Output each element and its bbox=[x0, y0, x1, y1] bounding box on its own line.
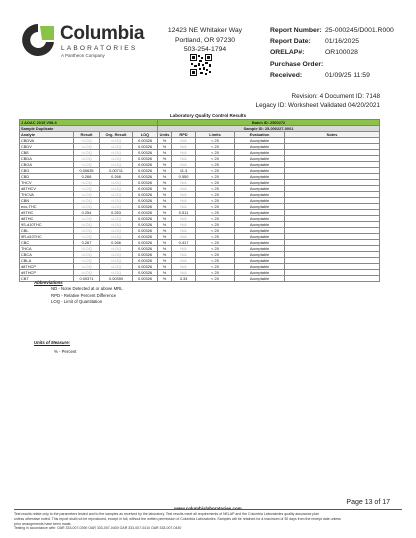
table-cell: Acceptable bbox=[235, 198, 285, 204]
table-cell: < 20 bbox=[196, 198, 235, 204]
table-cell: % bbox=[158, 210, 172, 216]
table-cell: 0.00359 bbox=[100, 276, 133, 282]
table-cell: < 20 bbox=[196, 270, 235, 276]
table-cell: 0.00326 bbox=[133, 162, 158, 168]
table-cell: 0.00326 bbox=[133, 198, 158, 204]
table-cell: < 20 bbox=[196, 186, 235, 192]
table-cell: 0.00326 bbox=[133, 252, 158, 258]
table-cell: < 20 bbox=[196, 162, 235, 168]
table-cell: N/A bbox=[172, 204, 196, 210]
table-cell: 0.00326 bbox=[133, 204, 158, 210]
table-cell: < 20 bbox=[196, 264, 235, 270]
table-cell: <LOQ bbox=[100, 222, 133, 228]
table-cell: Acceptable bbox=[235, 162, 285, 168]
table-cell: <LOQ bbox=[74, 138, 100, 144]
footer-divider bbox=[14, 509, 402, 510]
table-cell: N/A bbox=[172, 228, 196, 234]
revision-line-1: Revision: 4 Document ID: 7148 bbox=[291, 93, 380, 100]
table-cell: % bbox=[158, 234, 172, 240]
abbreviations-heading: Abbreviations bbox=[34, 280, 63, 285]
page-number: Page 13 of 17 bbox=[346, 499, 390, 506]
table-cell: <LOQ bbox=[100, 198, 133, 204]
report-number-row bbox=[270, 25, 394, 36]
disclaimer bbox=[14, 512, 406, 531]
table-cell: N/A bbox=[172, 270, 196, 276]
table-cell: 0.00326 bbox=[133, 168, 158, 174]
table-cell: 9R-d10THC bbox=[20, 234, 74, 240]
table-cell: 0.00326 bbox=[133, 180, 158, 186]
table-cell: Acceptable bbox=[235, 150, 285, 156]
table-cell: <LOQ bbox=[74, 144, 100, 150]
table-cell: 0.00326 bbox=[133, 174, 158, 180]
table-cell: % bbox=[158, 216, 172, 222]
table-cell: % bbox=[158, 186, 172, 192]
table-cell: % bbox=[158, 168, 172, 174]
table-cell: <LOQ bbox=[74, 156, 100, 162]
table-cell: % bbox=[158, 204, 172, 210]
qc-title: Laboratory Quality Control Results bbox=[169, 113, 247, 118]
table-cell: Acceptable bbox=[235, 270, 285, 276]
method-name: J AOAC 2015 V98-6 bbox=[20, 120, 158, 126]
table-cell: < 20 bbox=[196, 234, 235, 240]
table-cell: <LOQ bbox=[74, 228, 100, 234]
table-cell: < 20 bbox=[196, 240, 235, 246]
table-cell: <LOQ bbox=[100, 270, 133, 276]
table-cell: N/A bbox=[172, 138, 196, 144]
received-value: 01/09/25 11:59 bbox=[325, 71, 370, 79]
table-cell: < 20 bbox=[196, 144, 235, 150]
table-cell: <LOQ bbox=[100, 156, 133, 162]
abbreviations-section bbox=[35, 280, 123, 305]
report-number-value: 25-000245/D001.R000 bbox=[325, 27, 394, 34]
abbreviation-item: LOQ - Limit of Quantitation bbox=[51, 298, 103, 304]
disclaimer-line-1: Test results relate only to the parameters tested and to the samples as received by the laboratory. Test results meet all requirements of NELAP and the Columbia Laboratories quality assurance plan bbox=[14, 512, 320, 516]
orelap-row bbox=[270, 47, 394, 58]
table-cell: 0.00326 bbox=[133, 192, 158, 198]
table-cell: 0.00326 bbox=[133, 156, 158, 162]
table-cell: THCV bbox=[20, 180, 74, 186]
column-header: Evaluation bbox=[235, 132, 285, 138]
table-cell: <LOQ bbox=[74, 216, 100, 222]
table-cell: N/A bbox=[172, 186, 196, 192]
revision-line-2: Legacy ID: Worksheet Validated 04/20/2021 bbox=[255, 102, 380, 109]
table-cell: % bbox=[158, 180, 172, 186]
table-cell: Acceptable bbox=[235, 222, 285, 228]
table-cell: 0.00326 bbox=[133, 144, 158, 150]
table-cell: N/A bbox=[172, 192, 196, 198]
table-cell: 0.00326 bbox=[133, 150, 158, 156]
table-cell: N/A bbox=[172, 144, 196, 150]
table-cell: N/A bbox=[172, 156, 196, 162]
table-cell: 0.253 bbox=[100, 210, 133, 216]
orelap-value: OR100028 bbox=[325, 49, 358, 57]
table-cell: <LOQ bbox=[100, 186, 133, 192]
table-cell: Acceptable bbox=[235, 240, 285, 246]
table-cell: <LOQ bbox=[74, 150, 100, 156]
table-cell: % bbox=[158, 138, 172, 144]
table-cell: d9THC bbox=[20, 210, 74, 216]
table-cell: CBCA bbox=[20, 252, 74, 258]
table-cell: Acceptable bbox=[235, 180, 285, 186]
table-cell: <LOQ bbox=[100, 264, 133, 270]
table-cell: N/A bbox=[172, 162, 196, 168]
orelap-label: ORELAP#: bbox=[270, 49, 305, 57]
table-cell: <LOQ bbox=[100, 228, 133, 234]
table-cell: < 20 bbox=[196, 204, 235, 210]
column-header: Result bbox=[74, 132, 100, 138]
table-cell: <LOQ bbox=[100, 216, 133, 222]
table-cell: 0.268 bbox=[74, 174, 100, 180]
table-cell: Acceptable bbox=[235, 258, 285, 264]
table-cell: % bbox=[158, 240, 172, 246]
disclaimer-line-2: unless otherwise noted. This report shall not be reproduced, except in full, without the written permission of Columbia Laboratories. Samples will be retained for a maximum of 30 days from the receipt date unless bbox=[14, 516, 341, 521]
table-cell: Acceptable bbox=[235, 192, 285, 198]
table-cell: < 20 bbox=[196, 276, 235, 282]
table-cell: 11.3 bbox=[172, 168, 196, 174]
table-cell: <LOQ bbox=[74, 198, 100, 204]
table-cell: < 20 bbox=[196, 168, 235, 174]
table-cell: 0.00326 bbox=[133, 246, 158, 252]
table-cell: 0.00326 bbox=[133, 186, 158, 192]
table-cell: Acceptable bbox=[235, 216, 285, 222]
received-label: Received: bbox=[270, 71, 303, 79]
phone-number: 503-254-1794 bbox=[183, 46, 227, 53]
sample-type: Sample Duplicate bbox=[20, 126, 158, 132]
lab-address bbox=[140, 26, 270, 55]
table-cell: Acceptable bbox=[235, 252, 285, 258]
table-cell: d8THC bbox=[20, 216, 74, 222]
table-cell: 0.266 bbox=[100, 174, 133, 180]
table-cell: < 20 bbox=[196, 138, 235, 144]
table-cell: <LOQ bbox=[100, 258, 133, 264]
table-cell: % bbox=[158, 246, 172, 252]
table-cell: < 20 bbox=[196, 210, 235, 216]
table-cell: N/A bbox=[172, 234, 196, 240]
table-cell: Acceptable bbox=[235, 204, 285, 210]
table-cell: % bbox=[158, 150, 172, 156]
table-cell: Acceptable bbox=[235, 138, 285, 144]
units-heading: Units of Measure: bbox=[34, 340, 71, 345]
table-cell: < 20 bbox=[196, 252, 235, 258]
table-cell: N/A bbox=[172, 264, 196, 270]
table-cell: <LOQ bbox=[74, 246, 100, 252]
column-header: RPD bbox=[172, 132, 196, 138]
table-cell: CBN bbox=[20, 198, 74, 204]
table-cell: % bbox=[158, 276, 172, 282]
table-cell: 0.266 bbox=[100, 240, 133, 246]
table-cell: < 20 bbox=[196, 246, 235, 252]
address-line-2: Portland, OR 97230 bbox=[174, 36, 236, 44]
table-cell: <LOQ bbox=[74, 180, 100, 186]
unit-item: % - Percent bbox=[54, 349, 77, 355]
table-cell: d8THCP bbox=[20, 264, 74, 270]
qr-code-icon bbox=[190, 54, 212, 76]
table-cell: <LOQ bbox=[100, 204, 133, 210]
table-cell: <LOQ bbox=[74, 234, 100, 240]
table-cell: <LOQ bbox=[100, 162, 133, 168]
columbia-logo-mark-icon bbox=[20, 22, 56, 60]
table-cell: Acceptable bbox=[235, 144, 285, 150]
table-cell: 0.00326 bbox=[133, 222, 158, 228]
table-cell: N/A bbox=[172, 258, 196, 264]
table-cell: THCVA bbox=[20, 192, 74, 198]
table-cell: < 20 bbox=[196, 156, 235, 162]
column-header: LOQ bbox=[133, 132, 158, 138]
table-cell: CBE bbox=[20, 150, 74, 156]
table-cell: 0.00326 bbox=[133, 138, 158, 144]
table-cell: CBL bbox=[20, 228, 74, 234]
batch-id: Batch ID: 2500272 bbox=[158, 120, 380, 126]
table-cell: <LOQ bbox=[74, 186, 100, 192]
table-cell: CBD bbox=[20, 174, 74, 180]
table-cell: % bbox=[158, 156, 172, 162]
table-cell: <LOQ bbox=[74, 162, 100, 168]
table-cell: CBLA bbox=[20, 258, 74, 264]
table-cell: CBC bbox=[20, 240, 74, 246]
abbreviation-item: RPD - Relative Percent Difference bbox=[51, 292, 117, 298]
report-date-row bbox=[270, 36, 394, 47]
table-cell: <LOQ bbox=[100, 150, 133, 156]
table-cell: < 20 bbox=[196, 258, 235, 264]
table-cell: Acceptable bbox=[235, 174, 285, 180]
units-section bbox=[34, 340, 76, 356]
table-cell: THCA bbox=[20, 246, 74, 252]
revision-info bbox=[256, 92, 380, 110]
table-cell: CBDA bbox=[20, 156, 74, 162]
table-cell: N/A bbox=[172, 252, 196, 258]
table-cell: % bbox=[158, 174, 172, 180]
table-cell: exo-THC bbox=[20, 204, 74, 210]
report-date-value: 01/16/2025 bbox=[325, 38, 360, 46]
table-cell: % bbox=[158, 162, 172, 168]
table-cell: 0.00326 bbox=[133, 264, 158, 270]
table-cell: % bbox=[158, 270, 172, 276]
table-cell: N/A bbox=[172, 246, 196, 252]
address-line-1: 12423 NE Whitaker Way bbox=[167, 27, 243, 34]
disclaimer-line-3: prior arrangements have been made. bbox=[14, 521, 72, 526]
table-cell: < 20 bbox=[196, 150, 235, 156]
report-date-label: Report Date: bbox=[270, 38, 311, 46]
table-cell: 0.511 bbox=[172, 210, 196, 216]
sample-id: Sample ID: 25-000227-0001 bbox=[158, 126, 380, 132]
table-cell: < 20 bbox=[196, 192, 235, 198]
table-cell: <LOQ bbox=[74, 258, 100, 264]
table-cell: CBGA bbox=[20, 162, 74, 168]
table-cell: 0.00326 bbox=[133, 240, 158, 246]
received-row bbox=[270, 70, 394, 81]
website-link[interactable]: www.columbialaboratories.com bbox=[174, 506, 242, 511]
table-cell: N/A bbox=[172, 198, 196, 204]
report-number-label: Report Number: bbox=[270, 27, 322, 34]
table-cell: 0.00635 bbox=[74, 168, 100, 174]
report-info bbox=[270, 25, 394, 81]
table-cell: Acceptable bbox=[235, 210, 285, 216]
table-cell: < 20 bbox=[196, 174, 235, 180]
table-cell: 0.00326 bbox=[133, 228, 158, 234]
company-name: Columbia bbox=[60, 23, 145, 44]
table-cell: % bbox=[158, 252, 172, 258]
table-cell: 0.417 bbox=[172, 240, 196, 246]
table-cell: % bbox=[158, 222, 172, 228]
table-cell: 0.00326 bbox=[133, 234, 158, 240]
table-cell: % bbox=[158, 144, 172, 150]
table-cell: < 20 bbox=[196, 216, 235, 222]
company-subtitle: LABORATORIES bbox=[61, 45, 138, 52]
company-tagline: A Pantheon Company bbox=[61, 53, 105, 58]
table-cell: <LOQ bbox=[100, 252, 133, 258]
table-cell: N/A bbox=[172, 216, 196, 222]
column-header: Notes bbox=[285, 132, 380, 138]
table-cell: d9THCP bbox=[20, 270, 74, 276]
table-cell: d8THCV bbox=[20, 186, 74, 192]
table-cell: <LOQ bbox=[74, 222, 100, 228]
table-cell: <LOQ bbox=[100, 246, 133, 252]
table-cell: Acceptable bbox=[235, 234, 285, 240]
table-cell: CBDVA bbox=[20, 138, 74, 144]
table-cell: <LOQ bbox=[100, 144, 133, 150]
table-cell: Acceptable bbox=[235, 186, 285, 192]
table-cell: 0.00326 bbox=[133, 276, 158, 282]
column-header: Units bbox=[158, 132, 172, 138]
table-cell: <LOQ bbox=[74, 252, 100, 258]
table-cell: % bbox=[158, 264, 172, 270]
table-cell: N/A bbox=[172, 222, 196, 228]
table-cell: % bbox=[158, 228, 172, 234]
table-cell: 9S-d10THC bbox=[20, 222, 74, 228]
table-cell: % bbox=[158, 198, 172, 204]
table-cell: CBT bbox=[20, 276, 74, 282]
table-cell: 0.00326 bbox=[133, 258, 158, 264]
purchase-order-row bbox=[270, 59, 394, 70]
table-cell: 0.00711 bbox=[100, 168, 133, 174]
table-cell: <LOQ bbox=[74, 204, 100, 210]
table-cell: 0.00326 bbox=[133, 210, 158, 216]
table-cell: N/A bbox=[172, 150, 196, 156]
table-cell: Acceptable bbox=[235, 168, 285, 174]
table-cell: % bbox=[158, 258, 172, 264]
table-cell: <LOQ bbox=[100, 180, 133, 186]
column-header: Org. Result bbox=[100, 132, 133, 138]
table-cell: <LOQ bbox=[100, 138, 133, 144]
table-cell: <LOQ bbox=[74, 264, 100, 270]
table-cell: <LOQ bbox=[100, 192, 133, 198]
table-cell: N/A bbox=[172, 180, 196, 186]
table-cell: < 20 bbox=[196, 222, 235, 228]
column-header: Analyte bbox=[20, 132, 74, 138]
table-cell: < 20 bbox=[196, 228, 235, 234]
table-cell: Acceptable bbox=[235, 246, 285, 252]
qc-results-table bbox=[19, 119, 380, 282]
table-cell: CBDV bbox=[20, 144, 74, 150]
table-cell: Acceptable bbox=[235, 264, 285, 270]
purchase-order-label: Purchase Order: bbox=[270, 60, 324, 68]
table-cell: <LOQ bbox=[74, 192, 100, 198]
table-cell: 0.550 bbox=[172, 174, 196, 180]
table-cell: 0.00371 bbox=[74, 276, 100, 282]
table-cell: 0.254 bbox=[74, 210, 100, 216]
table-cell: 0.00326 bbox=[133, 270, 158, 276]
table-cell: Acceptable bbox=[235, 276, 285, 282]
table-cell: 0.00326 bbox=[133, 216, 158, 222]
table-cell: 0.267 bbox=[74, 240, 100, 246]
table-cell: < 20 bbox=[196, 180, 235, 186]
table-cell: CBG bbox=[20, 168, 74, 174]
table-cell: <LOQ bbox=[100, 234, 133, 240]
table-cell: Acceptable bbox=[235, 228, 285, 234]
column-header: Limits bbox=[196, 132, 235, 138]
table-cell: <LOQ bbox=[74, 270, 100, 276]
table-cell: 3.33 bbox=[172, 276, 196, 282]
table-cell: % bbox=[158, 192, 172, 198]
abbreviation-item: ND - None Detected at or above MRL bbox=[51, 286, 123, 292]
table-cell bbox=[285, 276, 380, 282]
table-cell: Acceptable bbox=[235, 156, 285, 162]
disclaimer-line-4: Testing in accordance with: OAR 333-007-0390 OAR 333-007-0400 OAR 333-007-0410 OAR 333-007-0430 bbox=[14, 526, 182, 531]
